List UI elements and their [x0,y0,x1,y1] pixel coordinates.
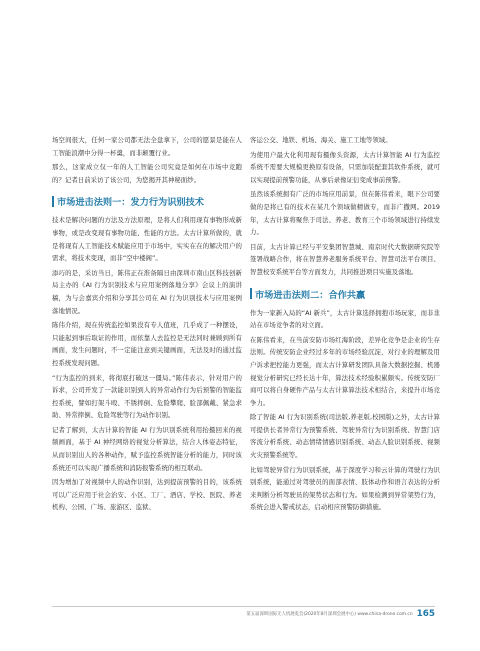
section-heading [52,194,242,208]
right-column [250,134,440,516]
footer-divider [52,606,435,607]
page-footer [246,609,435,619]
footer-text: 第五届深圳国际无人机展览会(2020年8月深圳会展中心) www.china-drone.com.cn [246,612,413,617]
paragraph: 添巧的是，采访当日，陈伟正在淮备隔日由深圳市南山区科技创新局主办的《AI 行为识别技术与应用案例落地分享》会议上的演讲稿，为与会嘉宾介绍和分享其公司在 AI 行为识别技术与应用案例落地情况。 [52,268,242,315]
left-column [52,134,242,516]
paragraph: 作为一家新入局的“AI 新兵”，太古计算选择拥抱市场玩家，而非韭站在市场竞争者的对立面。 [250,308,440,330]
heading-bar [52,196,54,207]
section-heading [250,287,440,301]
paragraph: 陈伟介绍，现在传统监控如果没有专人值班，几乎成了一种摆设，只能起到事后取证的作用，而依靠人去监控是无法同时兼顾到所有画面，发生问题时，不一定能注意到关键画面，无法及时的通过监控系统发现问题。 [52,321,242,367]
paragraph: 在陈伟看来，在当前安防市场红海阶段，差异化竞争是企业的生存法则。传统安防企业经过多年的市场经验沉淀，对行业的理解及用户诉求把控能力更强，而太古计算研发团队具备大数据挖掘、机器视觉分析研究已经长达十年，算法技术经验积累颇实。传统安防厂商可以将自身硬件产品与太古计算算法技术相结合，来提升市场竞争力。 [250,335,440,407]
paragraph: 比如驾驶异常行为识别系统，基于深度学习和云计算的驾驶行为识别系统，能通过对驾驶员的面部表情、肢体动作和语言表达的分析来判断分析驾驶员的架势状态和行为。如果检测到异常架势行为，系统会进入警戒状态，启动相应预警防御措施。 [250,465,440,512]
paragraph: 因为增加了对视频中人的动作识别，达到提前预警的目的，该系统可以广泛应用于社会治安、小区、工厂、酒店、学校、医院、养老机构、公园、广场、旅游区、监狱、 [52,478,242,512]
paragraph: 除了智能 AI 行为识别系统(司法版,养老版,校园版)之外，太古计算可提供长者异常行为预警系统、驾驶异常行为识别系统、智慧门店客流分析系统、动态情绪情感识别系统、动态人脸识别系统、视频火灾预警系统等。 [250,413,440,460]
paragraph: 技术是解决问题的方法及方法原理，是将人们利用现有事物形成新事物，或是改变现有事物功能、性能的方法。太古计算所做的，就是将现有人工智能技术赋能应用于市场中，实实在在的解决用户的需求，将技术变现，而非“空中楼阁”。 [52,216,242,263]
section-heading-text: 市场进击法则二：合作共赢 [255,289,366,301]
paragraph: 目前，太古计算已经与平安集团智慧城、南京时代大数据研究院等签署战略合作，将在智慧养老服务系统平台、智慧司法平台项目、智慧校安系统平台等方面发力，共同推进项目实施及落地。 [250,242,440,276]
paragraph: 虽然该系统拥有广泛的市场应用前景，但在陈伟看来，眼下公司要做的是将已有的技术在某几个领域做精做专，而非广撒网。2019 年，太古计算将聚焦于司法、养老、教育三个市场领域进行持续发力。 [250,190,440,237]
paragraph: 那么，这家成立仅一年的人工智能公司究竟是如何在市场中竞跑的？记者日前采访了该公司，为您揭开其神秘面纱。 [52,163,242,184]
paragraph: 客运公交、地铁、机场、海关、施工工地等领域。 [250,136,392,144]
paragraph: 为使用户最大化利用现有摄像头资源，太古计算智能 AI 行为监控系统不需要大规模更换原有设备，只需加装配套其软件系统，就可以实现提前预警功能，从事后录像证衍变成事前预警。 [250,150,440,184]
section-heading-text: 市场进击法则一：发力行为识别技术 [57,197,204,209]
heading-bar [250,288,252,299]
paragraph: 记者了解到，太古计算的智能 AI 行为识别系统利用抬摄回来的视频画面，基于 AI 神经网络的视觉分析算法，结合人体姿态特征，从而识别出人的各种动作，赋予监控系统智能分析的能力，同时该系统还可以实现广播系统和消防报警系统的相互联动。 [52,425,242,472]
paragraph: 场空间很大，任何一家公司都无法全盘拿下，公司的愿景是能在人工智能浪潮中分得一杯羹，而非颠覆行业。 [52,136,242,157]
paragraph: “行为监控的到来，将彻底打破这一僵局。”陈伟表示，针对用户的诉求，公司开发了一款能识别到人的异常动作行为后预警的智能监控系统，譬如打架斗殴、不锈摔倒、危险攀爬、脸部佩戴、紧急求助、异常摔倒、危险驾驶等行为动作识别。 [52,373,242,420]
page-number: 165 [416,609,435,619]
